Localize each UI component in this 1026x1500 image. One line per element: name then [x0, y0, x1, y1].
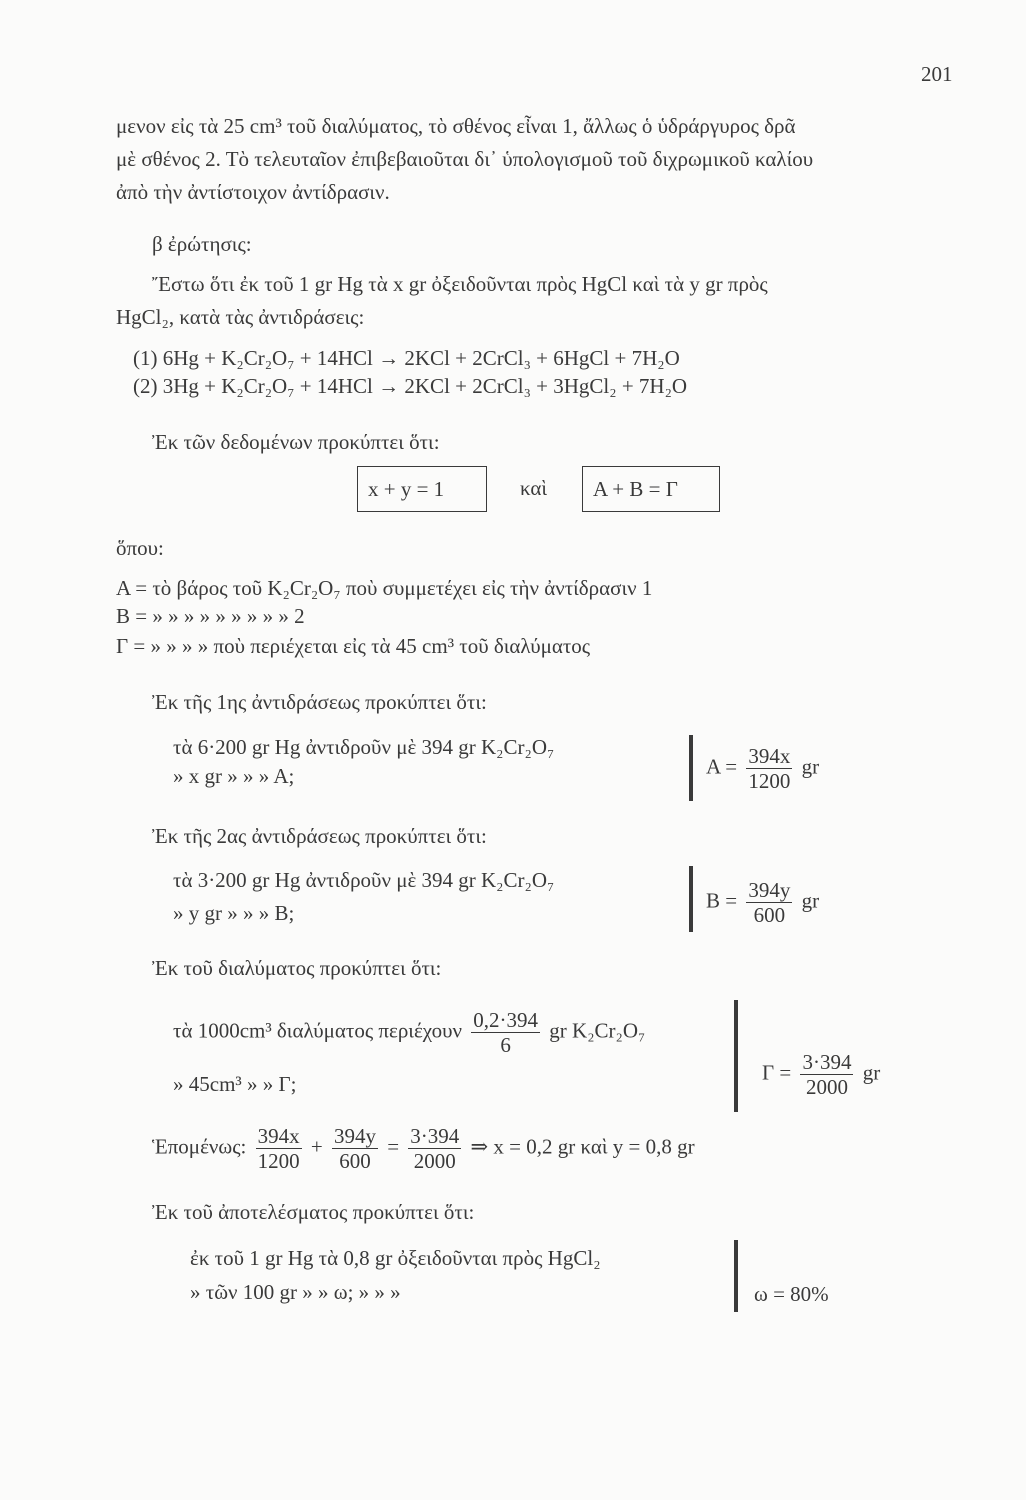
premise-line-1: Ἔστω ὅτι ἐκ τοῦ 1 gr Hg τὰ x gr ὀξειδοῦνται πρὸς HgCl καὶ τὰ y gr πρὸς — [152, 272, 768, 296]
step1-line-2: » x gr » » » A; — [173, 764, 295, 788]
boxed-connector: καὶ — [520, 476, 548, 500]
step2-line-1: τὰ 3·200 gr Hg ἀντιδροῦν μὲ 394 gr K₂Cr₂O₇ — [173, 868, 555, 892]
step2-divider — [689, 866, 693, 932]
step4-line-1: ἐκ τοῦ 1 gr Hg τὰ 0,8 gr ὀξειδοῦνται πρὸς HgCl₂ — [190, 1246, 601, 1270]
page-number: 201 — [921, 62, 953, 86]
step3-fraction-num: 3·394 — [802, 1050, 852, 1074]
step3-line-1-pre: τὰ 1000cm³ διαλύματος περιέχουν — [173, 1018, 463, 1043]
step2-result — [706, 878, 819, 927]
step1-result-lhs: A = — [706, 754, 738, 779]
premise-line-2: HgCl₂, κατὰ τὰς ἀντιδράσεις: — [116, 305, 365, 329]
where-label: ὅπου: — [116, 536, 164, 560]
consequently-equation — [152, 1124, 695, 1173]
consequently-f3-num: 3·394 — [410, 1124, 460, 1148]
step3-inline-fraction-num: 0,2·394 — [473, 1008, 539, 1032]
step3-divider — [734, 1000, 738, 1112]
step2-result-unit: gr — [801, 888, 820, 913]
step3-result-lhs: Γ = — [762, 1060, 792, 1085]
consequently-fraction-3 — [408, 1124, 461, 1173]
step4-result: ω = 80% — [754, 1282, 829, 1306]
step3-fraction-den: 2000 — [800, 1074, 853, 1099]
step1-heading: Ἐκ τῆς 1ης ἀντιδράσεως προκύπτει ὅτι: — [152, 690, 487, 714]
consequently-fraction-2 — [332, 1124, 378, 1173]
step1-fraction-num: 394x — [748, 744, 791, 768]
intro-line-1: μενον εἰς τὰ 25 cm³ τοῦ διαλύματος, τὸ σθένος εἶναι 1, ἄλλως ὁ ὑδράργυρος δρᾶ — [116, 114, 796, 138]
step2-fraction — [746, 878, 792, 927]
step3-inline-fraction-den: 6 — [471, 1032, 540, 1057]
consequently-label: Ἑπομένως: — [152, 1134, 247, 1159]
step3-line-2: » 45cm³ » » Γ; — [173, 1072, 297, 1096]
consequently-tail: ⇒ x = 0,2 gr καὶ y = 0,8 gr — [470, 1134, 695, 1159]
definition-a: A = τὸ βάρος τοῦ K₂Cr₂O₇ ποὺ συμμετέχει εἰς τὴν ἀντίδρασιν 1 — [116, 576, 653, 600]
step1-divider — [689, 735, 693, 801]
consequently-f1-num: 394x — [257, 1124, 300, 1148]
step1-fraction — [746, 744, 792, 793]
step3-inline-fraction — [471, 1008, 540, 1057]
step2-result-lhs: B = — [706, 888, 738, 913]
boxed-equation-1 — [357, 466, 487, 512]
step1-fraction-den: 1200 — [748, 769, 791, 793]
boxed-eq-2-text: A + B = Γ — [593, 477, 678, 501]
step2-fraction-num: 394y — [748, 878, 791, 902]
givens-intro: Ἐκ τῶν δεδομένων προκύπτει ὅτι: — [152, 430, 440, 454]
definition-g: Γ = » » » » ποὺ περιέχεται εἰς τὰ 45 cm³ τοῦ διαλύματος — [116, 634, 591, 658]
step3-result — [762, 1050, 880, 1099]
intro-line-2: μὲ σθένος 2. Τὸ τελευταῖον ἐπιβεβαιοῦται δι᾿ ὑπολογισμοῦ τοῦ διχρωμικοῦ καλίου — [116, 147, 814, 171]
question-heading: β ἐρώτησις: — [152, 232, 252, 256]
step4-heading: Ἐκ τοῦ ἀποτελέσματος προκύπτει ὅτι: — [152, 1200, 475, 1224]
step1-line-1: τὰ 6·200 gr Hg ἀντιδροῦν μὲ 394 gr K₂Cr₂O₇ — [173, 735, 555, 759]
step3-line-1 — [173, 1008, 645, 1057]
step4-divider — [734, 1240, 738, 1312]
consequently-fraction-1 — [256, 1124, 302, 1173]
definition-b: B = » » » » » » » » » 2 — [116, 604, 305, 628]
reaction-2: (2) 3Hg + K₂Cr₂O₇ + 14HCl → 2KCl + 2CrCl₃ + 3HgCl₂ + 7H₂O — [133, 374, 688, 398]
consequently-f2-den: 600 — [332, 1148, 378, 1173]
step4-line-2: » τῶν 100 gr » » ω; » » » — [190, 1280, 401, 1304]
step3-fraction — [800, 1050, 853, 1099]
reaction-1: (1) 6Hg + K₂Cr₂O₇ + 14HCl → 2KCl + 2CrCl₃ + 6HgCl + 7H₂O — [133, 346, 680, 370]
step2-fraction-den: 600 — [746, 902, 792, 927]
step3-result-unit: gr — [862, 1060, 881, 1085]
step2-heading: Ἐκ τῆς 2ας ἀντιδράσεως προκύπτει ὅτι: — [152, 824, 487, 848]
consequently-f1-den: 1200 — [257, 1149, 300, 1173]
consequently-f3-den: 2000 — [408, 1148, 461, 1173]
consequently-f2-num: 394y — [333, 1124, 376, 1148]
step3-heading: Ἐκ τοῦ διαλύματος προκύπτει ὅτι: — [152, 956, 442, 980]
boxed-equation-2 — [582, 466, 720, 512]
step2-line-2: » y gr » » » B; — [173, 901, 295, 925]
intro-line-3: ἀπὸ τὴν ἀντίστοιχον ἀντίδρασιν. — [116, 180, 390, 204]
consequently-equals: = — [387, 1134, 400, 1159]
step1-result — [706, 744, 819, 793]
step3-line-1-post: gr K₂Cr₂O₇ — [549, 1018, 646, 1043]
consequently-plus: + — [310, 1134, 323, 1159]
step1-result-unit: gr — [801, 754, 820, 779]
boxed-eq-1-text: x + y = 1 — [368, 477, 445, 501]
